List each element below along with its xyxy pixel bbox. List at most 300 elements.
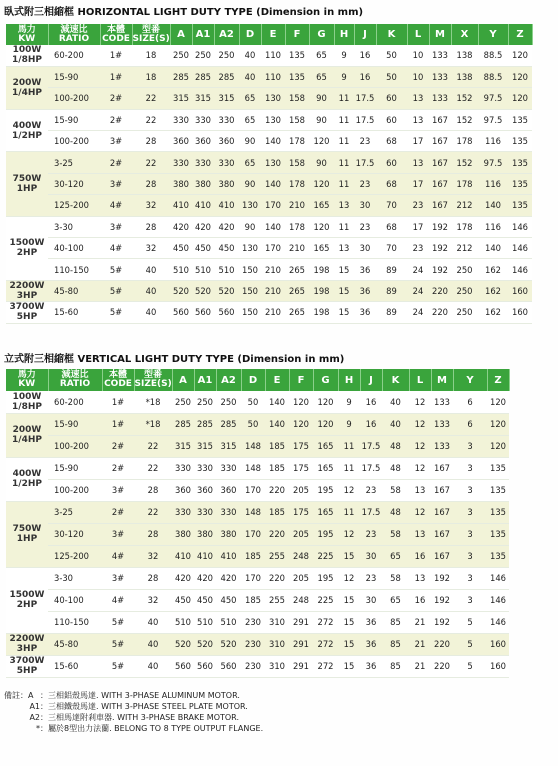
value-cell: 130 — [261, 109, 285, 130]
value-cell: 21 — [409, 611, 431, 633]
value-cell: 36 — [354, 259, 376, 280]
value-cell: 36 — [360, 633, 382, 655]
value-cell: 12 — [338, 567, 360, 589]
value-cell: 23 — [407, 195, 429, 216]
value-cell: 133 — [431, 413, 453, 435]
value-cell: 85 — [382, 633, 409, 655]
note-label: * — [36, 724, 40, 733]
power-cell — [6, 109, 48, 152]
value-cell: 220 — [265, 523, 289, 545]
table-row — [6, 655, 539, 677]
header-col-l: L — [407, 24, 429, 45]
ratio-cell: 100-200 — [48, 435, 102, 457]
value-cell: 135 — [487, 523, 509, 545]
header-col-e: E — [261, 24, 285, 45]
code-cell: 4# — [102, 545, 134, 567]
value-cell: 520 — [192, 280, 214, 301]
value-cell: 250 — [451, 259, 478, 280]
value-cell: 195 — [313, 523, 338, 545]
value-cell: 17 — [407, 216, 429, 237]
value-cell: 250 — [451, 280, 478, 301]
value-cell: 90 — [239, 216, 261, 237]
code-cell: 5# — [100, 259, 132, 280]
value-cell: 58 — [382, 479, 409, 501]
size-cell: *18 — [134, 391, 172, 413]
value-cell: 3 — [453, 457, 487, 479]
value-cell: 5 — [453, 611, 487, 633]
value-cell: 135 — [487, 457, 509, 479]
value-cell: 165 — [313, 457, 338, 479]
code-cell: 2# — [102, 435, 134, 457]
value-cell: 210 — [285, 238, 309, 259]
value-cell: 120 — [289, 391, 313, 413]
code-cell: 4# — [102, 589, 134, 611]
value-cell: 250 — [194, 391, 216, 413]
power-watt: 2200W — [9, 280, 45, 291]
value-cell: 90 — [309, 109, 334, 130]
header-col-g: G — [309, 24, 334, 45]
value-cell: 165 — [309, 195, 334, 216]
header-col-y: Y — [478, 24, 508, 45]
value-cell: 120 — [289, 413, 313, 435]
value-cell: 420 — [194, 567, 216, 589]
value-cell: 16 — [409, 589, 431, 611]
note-row — [4, 712, 263, 723]
value-cell: 450 — [194, 589, 216, 611]
value-cell: 65 — [309, 66, 334, 87]
value-cell: 330 — [194, 501, 216, 523]
size-cell: 22 — [132, 109, 170, 130]
header-col-g: G — [313, 369, 338, 391]
power-watt: 100W — [12, 391, 42, 402]
value-cell: 167 — [431, 501, 453, 523]
value-cell: 250 — [216, 391, 241, 413]
value-cell: 120 — [309, 131, 334, 152]
value-cell: 40 — [239, 66, 261, 87]
table-row — [6, 457, 539, 479]
value-cell: 50 — [376, 45, 407, 66]
value-cell: 450 — [170, 238, 192, 259]
size-cell: 18 — [132, 45, 170, 66]
value-cell: 272 — [313, 655, 338, 677]
value-cell: 210 — [261, 280, 285, 301]
value-cell: 40 — [382, 413, 409, 435]
value-cell: 58 — [382, 523, 409, 545]
header-size — [132, 24, 170, 45]
note-text: ：三相馬達附剎車器. WITH 3-PHASE BRAKE MOTOR. — [40, 713, 240, 722]
value-cell: 16 — [354, 66, 376, 87]
header-code — [100, 24, 132, 45]
power-cell — [6, 280, 48, 301]
value-cell: 11 — [334, 173, 354, 194]
header-code-en: CODE — [104, 379, 132, 389]
value-cell: 220 — [431, 655, 453, 677]
ratio-cell: 15-60 — [48, 655, 102, 677]
value-cell: 135 — [487, 545, 509, 567]
notes-section — [4, 690, 263, 734]
header-code-zh: 本體 — [108, 370, 127, 380]
value-cell: 13 — [334, 195, 354, 216]
value-cell: 23 — [354, 131, 376, 152]
size-cell: 28 — [134, 523, 172, 545]
value-cell: 360 — [216, 479, 241, 501]
table-header-row — [6, 369, 539, 391]
ratio-cell: 60-200 — [48, 45, 100, 66]
ratio-cell: 3-30 — [48, 567, 102, 589]
header-col-d: D — [239, 24, 261, 45]
ratio-cell: 3-30 — [48, 216, 100, 237]
ratio-cell: 110-150 — [48, 611, 102, 633]
value-cell: 178 — [285, 216, 309, 237]
value-cell: 12 — [338, 523, 360, 545]
value-cell: 12 — [409, 435, 431, 457]
value-cell: 130 — [239, 195, 261, 216]
ratio-cell: 45-80 — [48, 633, 102, 655]
value-cell: 135 — [508, 109, 532, 130]
value-cell: 120 — [313, 391, 338, 413]
value-cell: 167 — [429, 109, 451, 130]
value-cell: 510 — [170, 259, 192, 280]
value-cell: 230 — [241, 633, 265, 655]
header-ratio — [48, 369, 102, 391]
value-cell: 158 — [285, 88, 309, 109]
value-cell: 210 — [261, 302, 285, 323]
value-cell: 11 — [338, 435, 360, 457]
value-cell: 360 — [214, 131, 239, 152]
value-cell: 560 — [192, 302, 214, 323]
value-cell: 315 — [172, 435, 194, 457]
value-cell: 10 — [407, 45, 429, 66]
value-cell: 116 — [478, 216, 508, 237]
header-power — [6, 369, 48, 391]
value-cell: 160 — [487, 633, 509, 655]
code-cell: 2# — [100, 88, 132, 109]
value-cell: 5 — [453, 633, 487, 655]
value-cell: 36 — [360, 655, 382, 677]
value-cell: 146 — [487, 611, 509, 633]
value-cell: 185 — [265, 457, 289, 479]
horizontal-table-title: 臥式附三相縮框 HORIZONTAL LIGHT DUTY TYPE (Dimension in mm) — [4, 7, 364, 18]
code-cell: 3# — [100, 173, 132, 194]
value-cell: 11 — [338, 501, 360, 523]
value-cell: 450 — [192, 238, 214, 259]
value-cell: 130 — [261, 88, 285, 109]
code-cell: 1# — [102, 413, 134, 435]
value-cell: 130 — [239, 238, 261, 259]
value-cell: 510 — [194, 611, 216, 633]
table-row — [6, 413, 539, 435]
value-cell: 3 — [453, 523, 487, 545]
value-cell: 133 — [431, 435, 453, 457]
value-cell: 24 — [407, 259, 429, 280]
value-cell: 6 — [453, 413, 487, 435]
value-cell: 16 — [409, 545, 431, 567]
code-cell: 5# — [102, 633, 134, 655]
value-cell: 220 — [265, 479, 289, 501]
value-cell: 15 — [334, 302, 354, 323]
value-cell: 140 — [265, 413, 289, 435]
table-row — [6, 391, 539, 413]
value-cell: 380 — [192, 173, 214, 194]
value-cell: 130 — [261, 152, 285, 173]
value-cell: 148 — [241, 435, 265, 457]
value-cell: 36 — [360, 611, 382, 633]
value-cell: 133 — [431, 391, 453, 413]
table-row — [6, 302, 558, 323]
power-hp: 3HP — [16, 290, 38, 301]
value-cell: 17.5 — [354, 152, 376, 173]
code-cell: 3# — [102, 567, 134, 589]
value-cell: 360 — [194, 479, 216, 501]
value-cell: 410 — [192, 195, 214, 216]
power-watt: 2200W — [9, 634, 45, 644]
ratio-cell: 15-90 — [48, 66, 100, 87]
value-cell: 165 — [313, 501, 338, 523]
power-watt: 1500W — [9, 238, 45, 249]
value-cell: 11 — [334, 152, 354, 173]
value-cell: 330 — [170, 109, 192, 130]
value-cell: 178 — [451, 173, 478, 194]
value-cell: 205 — [289, 479, 313, 501]
value-cell: 250 — [451, 302, 478, 323]
value-cell: 23 — [360, 479, 382, 501]
value-cell: 120 — [309, 216, 334, 237]
ratio-cell: 125-200 — [48, 195, 100, 216]
code-cell: 1# — [100, 45, 132, 66]
value-cell: 30 — [360, 545, 382, 567]
value-cell: 16 — [354, 45, 376, 66]
header-col-j: J — [360, 369, 382, 391]
value-cell: 510 — [172, 611, 194, 633]
value-cell: 89 — [376, 259, 407, 280]
power-hp: 3HP — [16, 644, 38, 654]
header-col-y: Y — [453, 369, 487, 391]
value-cell: 13 — [407, 88, 429, 109]
ratio-cell: 15-90 — [48, 109, 100, 130]
code-cell: 2# — [100, 152, 132, 173]
value-cell: 170 — [261, 238, 285, 259]
table-row — [6, 479, 539, 501]
value-cell: 285 — [172, 413, 194, 435]
value-cell: 60 — [376, 152, 407, 173]
value-cell: 315 — [170, 88, 192, 109]
value-cell: 21 — [409, 633, 431, 655]
value-cell: 140 — [478, 238, 508, 259]
header-ratio — [48, 24, 100, 45]
value-cell: 13 — [334, 238, 354, 259]
power-cell — [6, 216, 48, 280]
value-cell: 167 — [431, 479, 453, 501]
table-row — [6, 238, 558, 259]
value-cell: 9 — [334, 66, 354, 87]
value-cell: 15 — [334, 259, 354, 280]
value-cell: 16 — [360, 413, 382, 435]
ratio-cell: 15-90 — [48, 413, 102, 435]
value-cell: 178 — [451, 131, 478, 152]
value-cell: 380 — [216, 523, 241, 545]
value-cell: 285 — [192, 66, 214, 87]
value-cell: 36 — [354, 302, 376, 323]
value-cell: 23 — [360, 567, 382, 589]
value-cell: 170 — [241, 523, 265, 545]
value-cell: 135 — [285, 66, 309, 87]
table-row — [6, 109, 558, 130]
value-cell: 3 — [453, 501, 487, 523]
value-cell: 520 — [216, 633, 241, 655]
value-cell: 160 — [508, 280, 532, 301]
value-cell: 162 — [478, 302, 508, 323]
value-cell: 420 — [170, 216, 192, 237]
value-cell: 3 — [453, 435, 487, 457]
value-cell: 85 — [382, 655, 409, 677]
value-cell: 170 — [261, 195, 285, 216]
value-cell: 510 — [216, 611, 241, 633]
value-cell: 170 — [241, 567, 265, 589]
table-row — [6, 501, 539, 523]
value-cell: 65 — [239, 88, 261, 109]
value-cell: 23 — [354, 216, 376, 237]
table-row — [6, 589, 539, 611]
value-cell: 15 — [338, 655, 360, 677]
header-power — [6, 24, 48, 45]
value-cell: 230 — [241, 655, 265, 677]
value-cell: 97.5 — [478, 88, 508, 109]
table-row — [6, 45, 558, 66]
size-cell: 28 — [134, 479, 172, 501]
value-cell: 36 — [354, 280, 376, 301]
ratio-cell: 30-120 — [48, 523, 102, 545]
size-cell: 32 — [132, 238, 170, 259]
value-cell: 167 — [429, 152, 451, 173]
value-cell: 10 — [407, 66, 429, 87]
size-cell: 22 — [134, 435, 172, 457]
ratio-cell: 15-60 — [48, 302, 100, 323]
value-cell: 250 — [214, 45, 239, 66]
header-col-a1: A1 — [192, 24, 214, 45]
header-col-h: H — [338, 369, 360, 391]
value-cell: 13 — [407, 152, 429, 173]
power-cell — [6, 501, 48, 567]
value-cell: 192 — [431, 567, 453, 589]
value-cell: 48 — [382, 501, 409, 523]
power-watt: 3700W — [9, 302, 45, 313]
size-cell: 22 — [134, 501, 172, 523]
value-cell: 110 — [261, 45, 285, 66]
value-cell: 140 — [478, 195, 508, 216]
value-cell: 140 — [265, 391, 289, 413]
value-cell: 152 — [451, 109, 478, 130]
value-cell: 120 — [487, 435, 509, 457]
value-cell: 17.5 — [360, 435, 382, 457]
value-cell: 230 — [241, 611, 265, 633]
header-ratio-en: RATIO — [58, 33, 90, 44]
header-col-j: J — [354, 24, 376, 45]
value-cell: 160 — [508, 302, 532, 323]
value-cell: 198 — [309, 280, 334, 301]
value-cell: 116 — [478, 131, 508, 152]
code-cell: 5# — [102, 611, 134, 633]
value-cell: 360 — [192, 131, 214, 152]
size-cell: 40 — [132, 259, 170, 280]
ratio-cell: 40-100 — [48, 238, 100, 259]
value-cell: 510 — [214, 259, 239, 280]
value-cell: 40 — [239, 45, 261, 66]
value-cell: 272 — [313, 611, 338, 633]
value-cell: 167 — [431, 545, 453, 567]
value-cell: 167 — [429, 131, 451, 152]
note-row — [4, 701, 263, 712]
value-cell: 198 — [309, 302, 334, 323]
power-hp: 1/4HP — [12, 87, 42, 98]
value-cell: 17 — [407, 173, 429, 194]
size-cell: 32 — [134, 589, 172, 611]
size-cell: 22 — [134, 457, 172, 479]
code-cell: 2# — [102, 501, 134, 523]
value-cell: 9 — [334, 45, 354, 66]
ratio-cell: 60-200 — [48, 391, 102, 413]
value-cell: 380 — [214, 173, 239, 194]
table-row — [6, 216, 558, 237]
value-cell: 291 — [289, 655, 313, 677]
horizontal-dimension-table — [6, 24, 558, 324]
size-cell: 28 — [132, 173, 170, 194]
code-cell: 3# — [102, 479, 134, 501]
size-cell: 22 — [132, 152, 170, 173]
value-cell: 97.5 — [478, 109, 508, 130]
code-cell: 3# — [100, 131, 132, 152]
value-cell: 330 — [214, 109, 239, 130]
note-label: A2 — [29, 713, 40, 722]
size-cell: 18 — [132, 66, 170, 87]
power-cell — [6, 457, 48, 501]
table-row — [6, 131, 558, 152]
value-cell: 11 — [334, 216, 354, 237]
value-cell: 330 — [172, 501, 194, 523]
value-cell: 315 — [194, 435, 216, 457]
power-watt: 750W — [12, 524, 42, 534]
note-text: ：屬於8型出力法蘭. BELONG TO 8 TYPE OUTPUT FLANGE. — [40, 724, 264, 733]
value-cell: 16 — [360, 391, 382, 413]
value-cell: 192 — [429, 216, 451, 237]
value-cell: 285 — [216, 413, 241, 435]
value-cell: 90 — [309, 88, 334, 109]
value-cell: 360 — [170, 131, 192, 152]
value-cell: 17.5 — [354, 88, 376, 109]
value-cell: 285 — [194, 413, 216, 435]
code-cell: 5# — [100, 280, 132, 301]
power-cell — [6, 302, 48, 323]
value-cell: 220 — [429, 280, 451, 301]
note-label: 備註：A — [4, 691, 34, 700]
value-cell: 30 — [360, 589, 382, 611]
header-col-a1: A1 — [194, 369, 216, 391]
value-cell: 175 — [289, 501, 313, 523]
header-ratio-zh: 減速比 — [60, 24, 88, 35]
value-cell: 11 — [334, 109, 354, 130]
value-cell: 13 — [407, 109, 429, 130]
value-cell: 12 — [409, 391, 431, 413]
power-hp: 1/4HP — [12, 435, 42, 445]
header-ratio-zh: 減速比 — [61, 370, 89, 380]
value-cell: 167 — [431, 457, 453, 479]
ratio-cell: 45-80 — [48, 280, 100, 301]
value-cell: 135 — [285, 45, 309, 66]
code-cell: 3# — [102, 523, 134, 545]
value-cell: 120 — [508, 88, 532, 109]
value-cell: 50 — [376, 66, 407, 87]
value-cell: 185 — [241, 545, 265, 567]
table-header-row — [6, 24, 558, 45]
